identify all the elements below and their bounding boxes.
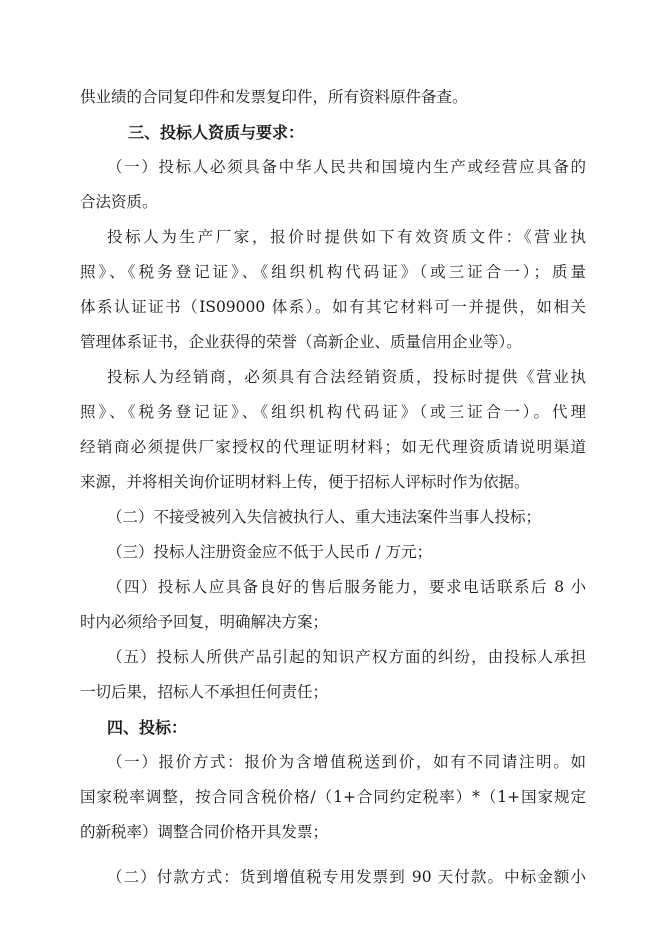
paragraph-line: （四）投标人应具备良好的售后服务能力，要求电话联系后 8 小 [107,578,586,596]
paragraph-line: 一切后果，招标人不承担任何责任； [80,683,329,701]
document-page [80,80,586,895]
paragraph-line: 来源，并将相关询价证明材料上传，便于招标人评标时作为依据。 [80,473,530,491]
paragraph-line: 时内必须给予回复，明确解决方案； [80,613,329,631]
paragraph-line: 供业绩的合同复印件和发票复印件，所有资料原件备查。 [80,88,468,106]
paragraph-line: 的新税率）调整合同价格开具发票； [80,823,329,841]
paragraph-line: （五）投标人所供产品引起的知识产权方面的纠纷，由投标人承担 [107,648,586,666]
paragraph-line: （二）付款方式：货到增值税专用发票到 90 天付款。中标金额小 [107,868,586,886]
paragraph-line: 照》、《税务登记证》、《组织机构代码证》（或三证合一）；质量 [80,263,586,281]
paragraph-line: （二）不接受被列入失信被执行人、重大违法案件当事人投标； [107,508,542,526]
paragraph-line: 体系认证证书（IS09000 体系）。如有其它材料可一并提供，如相关 [80,298,586,316]
paragraph-line: （一）投标人必须具备中华人民共和国境内生产或经营应具备的 [107,158,586,176]
paragraph-line: 经销商必须提供厂家授权的代理证明材料；如无代理资质请说明渠道 [80,438,586,456]
paragraph-line: 合法资质。 [80,193,158,211]
paragraph-line: （一）报价方式：报价为含增值税送到价，如有不同请注明。如 [107,753,586,771]
paragraph-line: 国家税率调整，按合同含税价格/（1+合同约定税率）*（1+国家规定 [80,788,586,806]
section-heading-4: 四、投标： [107,718,188,737]
paragraph-line: 管理体系证书，企业获得的荣誉（高新企业、质量信用企业等）。 [80,333,522,351]
paragraph-line: 投标人为生产厂家，报价时提供如下有效资质文件：《营业执 [107,228,586,246]
paragraph-line: 照》、《税务登记证》、《组织机构代码证》（或三证合一）。代理 [80,403,586,421]
paragraph-line: （三）投标人注册资金应不低于人民币 / 万元； [107,543,433,561]
section-heading-3: 三、投标人资质与要求： [128,123,305,142]
paragraph-line: 投标人为经销商，必须具有合法经销资质，投标时提供《营业执 [107,368,586,386]
